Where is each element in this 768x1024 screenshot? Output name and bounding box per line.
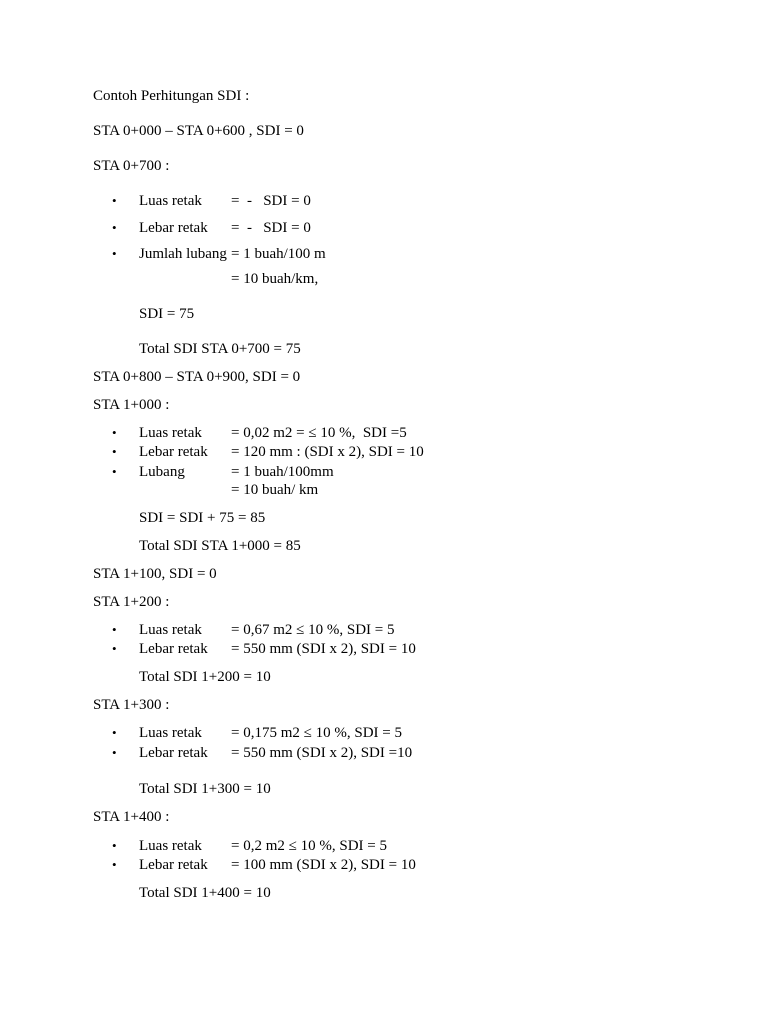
document-title: Contoh Perhitungan SDI : — [93, 88, 250, 104]
sta-1000-lebar-label: Lebar retak — [139, 444, 208, 460]
sta-0700-lebar-value: = - SDI = 0 — [231, 220, 311, 236]
bullet-icon: • — [112, 745, 117, 760]
sta-1300-lebar-value: = 550 mm (SDI x 2), SDI =10 — [231, 745, 413, 761]
sta-1000-sdi: SDI = SDI + 75 = 85 — [139, 510, 266, 526]
sta-0700-total: Total SDI STA 0+700 = 75 — [139, 341, 301, 357]
sta-1200-lebar-label: Lebar retak — [139, 641, 208, 657]
bullet-icon: • — [112, 425, 117, 440]
sta-1000-lubang-cont: = 10 buah/ km — [231, 482, 319, 498]
sta-1000-luas-label: Luas retak — [139, 425, 202, 441]
sta-0700-lebar-label: Lebar retak — [139, 220, 208, 236]
sta-0700-lubang-label: Jumlah lubang — [139, 246, 227, 262]
sta-1300-heading: STA 1+300 : — [93, 697, 170, 713]
sta-1300-luas-label: Luas retak — [139, 725, 202, 741]
sta-1300-luas-value: = 0,175 m2 ≤ 10 %, SDI = 5 — [231, 725, 402, 741]
sta-0700-sdi: SDI = 75 — [139, 306, 195, 322]
sta-1000-luas-value: = 0,02 m2 = ≤ 10 %, SDI =5 — [231, 425, 407, 441]
sta-1000-total: Total SDI STA 1+000 = 85 — [139, 538, 301, 554]
bullet-icon: • — [112, 464, 117, 479]
sta-1000-lubang-label: Lubang — [139, 464, 185, 480]
sta-1200-lebar-value: = 550 mm (SDI x 2), SDI = 10 — [231, 641, 416, 657]
sta-0800-0900-line: STA 0+800 – STA 0+900, SDI = 0 — [93, 369, 301, 385]
bullet-icon: • — [112, 838, 117, 853]
sta-1400-heading: STA 1+400 : — [93, 809, 170, 825]
sta-1400-luas-value: = 0,2 m2 ≤ 10 %, SDI = 5 — [231, 838, 387, 854]
sta-0000-0600-line: STA 0+000 – STA 0+600 , SDI = 0 — [93, 123, 304, 139]
sta-1300-lebar-label: Lebar retak — [139, 745, 208, 761]
bullet-icon: • — [112, 444, 117, 459]
bullet-icon: • — [112, 857, 117, 872]
sta-1200-heading: STA 1+200 : — [93, 594, 170, 610]
sta-1400-luas-label: Luas retak — [139, 838, 202, 854]
bullet-icon: • — [112, 220, 117, 235]
sta-1100-line: STA 1+100, SDI = 0 — [93, 566, 217, 582]
sta-1000-lebar-value: = 120 mm : (SDI x 2), SDI = 10 — [231, 444, 424, 460]
sta-0700-luas-label: Luas retak — [139, 193, 202, 209]
sta-1200-total: Total SDI 1+200 = 10 — [139, 669, 271, 685]
bullet-icon: • — [112, 246, 117, 261]
bullet-icon: • — [112, 193, 117, 208]
sta-1000-lubang-value: = 1 buah/100mm — [231, 464, 334, 480]
sta-1000-heading: STA 1+000 : — [93, 397, 170, 413]
sta-1200-luas-label: Luas retak — [139, 622, 202, 638]
bullet-icon: • — [112, 641, 117, 656]
sta-0700-heading: STA 0+700 : — [93, 158, 170, 174]
bullet-icon: • — [112, 725, 117, 740]
sta-1400-lebar-label: Lebar retak — [139, 857, 208, 873]
sta-1400-lebar-value: = 100 mm (SDI x 2), SDI = 10 — [231, 857, 416, 873]
sta-0700-lubang-cont: = 10 buah/km, — [231, 271, 319, 287]
bullet-icon: • — [112, 622, 117, 637]
sta-1300-total: Total SDI 1+300 = 10 — [139, 781, 271, 797]
sta-0700-luas-value: = - SDI = 0 — [231, 193, 311, 209]
sta-1400-total: Total SDI 1+400 = 10 — [139, 885, 271, 901]
sta-1200-luas-value: = 0,67 m2 ≤ 10 %, SDI = 5 — [231, 622, 395, 638]
sta-0700-lubang-value: = 1 buah/100 m — [231, 246, 326, 262]
